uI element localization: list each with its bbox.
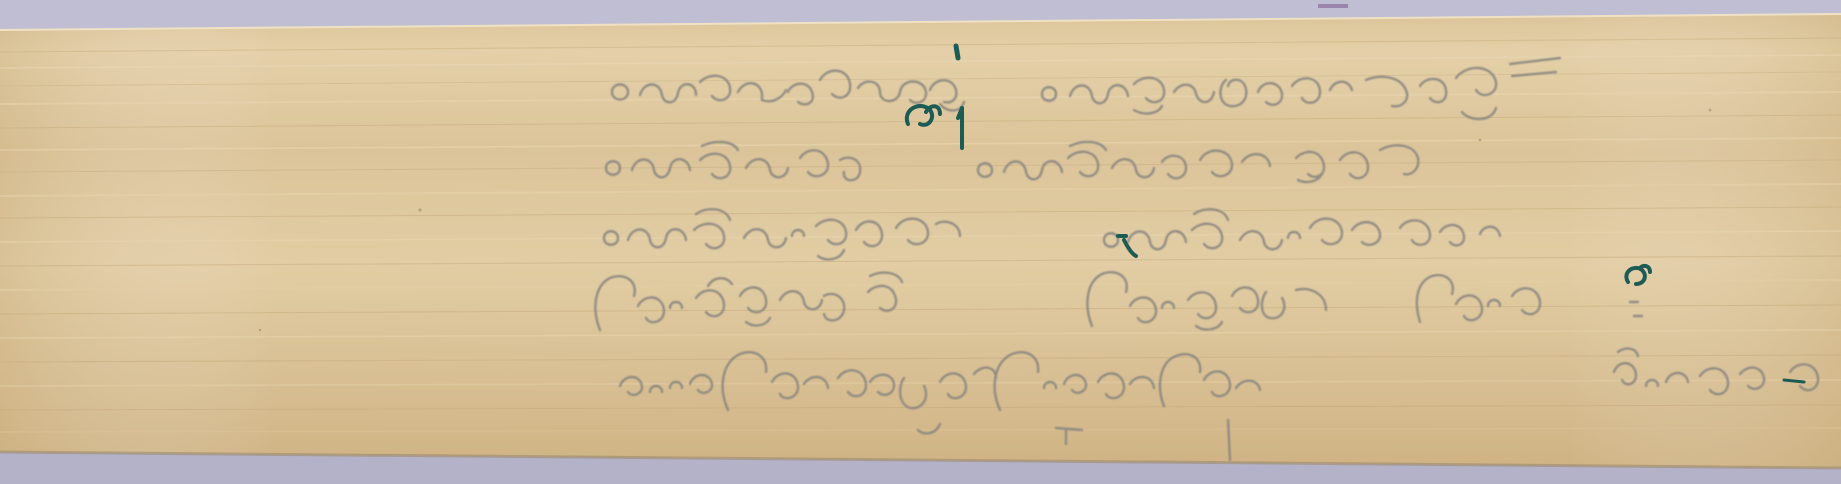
ink-mark-3 [956,46,958,58]
top-fleck [1318,4,1348,8]
ink-mark-6 [1784,380,1804,382]
